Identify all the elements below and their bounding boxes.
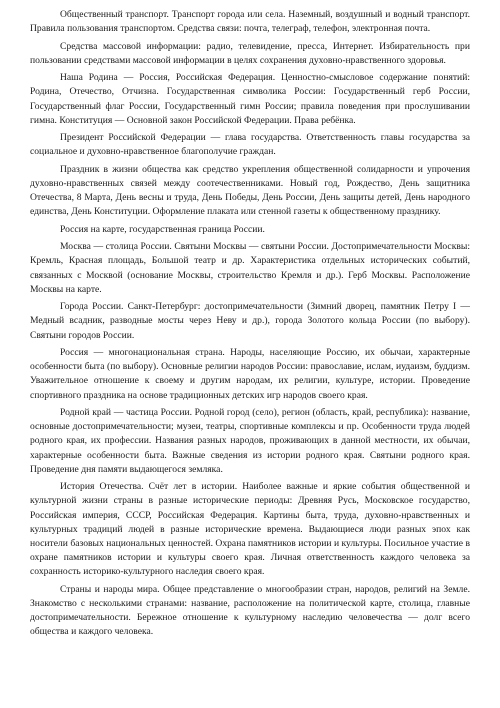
paragraph-president: Президент Российской Федерации — глава государства. Ответственность главы государства за социальное и духовно-нравственное благополучие граждан. [30,132,470,158]
paragraph-public-transport: Общественный транспорт. Транспорт города или села. Наземный, воздушный и водный транспорт. Правила пользования транспортом. Средства связи: почта, телеграф, телефон, электронная почта. [30,9,470,35]
paragraph-russia-map: Россия на карте, государственная граница России. [60,223,265,235]
paragraph-homeland: Наша Родина — Россия, Российская Федерация. Ценностно-смысловое содержание понятий: Родина, Отечество, Отчизна. Государственная символика России: Государственный герб России, Государственный флаг России, Государственный гимн России; правила поведения при прослушивании гимна. Конституция — Основной закон Российской Федерации. Права ребёнка. [30,72,470,126]
paragraph-cities: Города России. Санкт-Петербург: достопримечательности (Зимний дворец, памятник Петру I — Медный всадник, разводные мосты через Неву и др.), города Золотого кольца России (по выбору). Святыни городов России. [30,301,470,341]
paragraph-native-land: Родной край — частица России. Родной город (село), регион (область, край, республика): название, основные достопримечательности; музеи, театры, спортивные комплексы и пр. Особенности труда людей родного края, их профессии. Названия разных народов, проживающих в данной местности, их обычаи, характерные особенности быта. Важные сведения из истории родного края. Святыни родного края. Проведение дня памяти выдающегося земляка. [30,406,470,475]
paragraph-history: История Отечества. Счёт лет в истории. Наиболее важные и яркие события общественной и культурной жизни страны в разные исторические периоды: Древняя Русь, Московское государство, Российская империя, СССР, Российская Федерация. Картины быта, труда, духовно-нравственных и культурных традиций людей в разные исторические времена. Выдающиеся люди разных эпох как носители базовых национальных ценностей. Охрана памятников истории и культуры. Посильное участие в охране памятников истории и культуры своего края. Личная ответственность каждого человека за сохранность историко-культурного наследия своего края. [30,481,470,578]
paragraph-mass-media: Средства массовой информации: радио, телевидение, пресса, Интернет. Избирательность при пользовании средствами массовой информации в целях сохранения духовно-нравственного здоровья. [30,40,470,66]
paragraph-multinational: Россия — многонациональная страна. Народы, населяющие Россию, их обычаи, характерные особенности быта (по выбору). Основные религии народов России: православие, ислам, иудаизм, буддизм. Уважительное отношение к своему и другим народам, их религии, культуре, истории. Проведение спортивного праздника на основе традиционных детских игр народов своего края. [30,346,470,401]
paragraph-world-countries: Страны и народы мира. Общее представление о многообразии стран, народов, религий на Земле. Знакомство с несколькими странами: название, расположение на политической карте, столица, главные достопримечательности. Бережное отношение к культурному наследию человечества — долг всего общества и каждого человека. [30,583,470,638]
paragraph-moscow: Москва — столица России. Святыни Москвы — святыни России. Достопримечательности Москвы: Кремль, Красная площадь, Большой театр и др. Характеристика отдельных исторических событий, связанных с Москвой (основание Москвы, строительство Кремля и др.). Герб Москвы. Расположение Москвы на карте. [30,241,470,295]
paragraph-holidays: Праздник в жизни общества как средство укрепления общественной солидарности и упрочения духовно-нравственных связей между соотечественниками. Новый год, Рождество, День защитника Отечества, 8 Марта, День весны и труда, День Победы, День России, День защиты детей, День народного единства, День Конституции. Оформление плаката или стенной газеты к общественному празднику. [30,163,470,218]
